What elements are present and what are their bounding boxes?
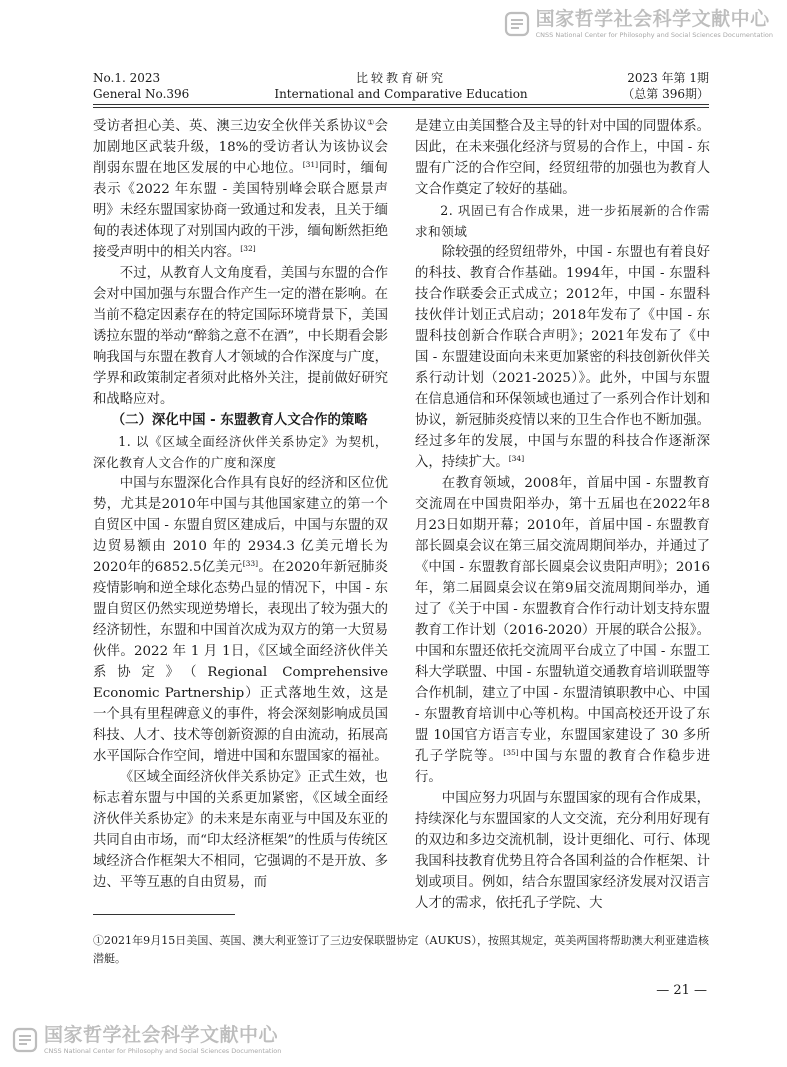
- paragraph: 在教育领域，2008年，首届中国 - 东盟教育交流周在中国贵阳举办，第十五届也在2022年8月23日如期开幕；2010年，首届中国 - 东盟教育部长圆桌会议在第三届交流周期间举办，并通过了《中国 - 东盟教育部长圆桌会议贵阳声明》；2016年，第二届圆桌会议在第9届交流周期间举办，通过了《关于中国 - 东盟教育合作行动计划支持东盟教育工作计划（2016-2020）开展的联合公报》。中国和东盟还依托交流周平台成立了中国 - 东盟工科大学联盟、中国 - 东盟轨道交通教育培训联盟等合作机制，建立了中国 - 东盟清镇职教中心、中国 - 东盟教育培训中心等机构。中国高校还开设了东盟 10国官方语言专业，东盟国家建设了 30 多所孔子学院等。[35]中国与东盟的教育合作稳步进行。: [415, 476, 711, 785]
- header-issue: No.1. 2023 General No.396: [93, 71, 190, 101]
- watermark-title: 国家哲学社会科学文献中心: [44, 1024, 279, 1046]
- citation[interactable]: [33]: [242, 559, 259, 568]
- citation[interactable]: [31]: [302, 160, 319, 169]
- left-column: [93, 116, 388, 893]
- watermark-title: 国家哲学社会科学文献中心: [535, 8, 770, 30]
- paragraph: 不过，从教育人文角度看，美国与东盟的合作会对中国加强与东盟合作产生一定的潜在影响。在当前不稳定因素存在的特定国际环境背景下，美国诱拉东盟的举动“醉翁之意不在酒”，中长期看会影响我国与东盟在教育人才领域的合作深度与广度，学界和政策制定者须对此格外关注，提前做好研究和战略应对。: [93, 266, 388, 407]
- subsection-heading: 1. 以《区域全面经济伙伴关系协定》为契机，深化教育人文合作的广度和深度: [93, 434, 388, 470]
- paragraph: 《区域全面经济伙伴关系协定》正式生效，也标志着东盟与中国的关系更加紧密，《区域全面经济伙伴关系协定》的未来是东南亚与中国及东亚的共同自由市场，而“印太经济框架”的性质与传统区域经济合作框架大不相同，它强调的不是开放、多边、平等互惠的自由贸易，而: [93, 770, 388, 890]
- paragraph: 受访者担心美、英、澳三边安全伙伴关系协议①会加剧地区武装升级，18%的受访者认为该协议会削弱东盟在地区发展的中心地位。[31]同时，缅甸表示《2022 年东盟 - 美国特别峰会联合愿景声明》未经东盟国家协商一致通过和发表，且关于缅甸的表述体现了对别国内政的干涉，缅甸断然拒绝接受声明中的相关内容。[32]: [93, 118, 389, 260]
- citation[interactable]: [32]: [240, 244, 256, 253]
- watermark-subtitle: CNSS National Center for Philosophy and Social Sciences Documentation: [535, 31, 773, 39]
- section-heading: （二）深化中国 - 东盟教育人文合作的策略: [111, 413, 368, 428]
- citation[interactable]: [34]: [508, 454, 525, 463]
- paragraph: 中国应努力巩固与东盟国家的现有合作成果，持续深化与东盟国家的人文交流，充分利用好现有的双边和多边交流机制，设计更细化、可行、体现我国科技教育优势且符合各国利益的合作框架、计划或项目。例如，结合东盟国家经济发展对汉语言人才的需求，依托孔子学院、大: [415, 791, 710, 911]
- journal-header: [93, 70, 709, 104]
- page-number: — 21 —: [656, 983, 707, 998]
- right-column: [415, 116, 710, 914]
- citation[interactable]: [35]: [503, 748, 519, 757]
- watermark-top: [504, 10, 773, 39]
- header-rule: [93, 104, 709, 105]
- header-issue-cn: 2023 年第 1期 （总第 396期）: [622, 71, 709, 101]
- paragraph: 除较强的经贸纽带外，中国 - 东盟也有着良好的科技、教育合作基础。1994年，中国 - 东盟科技合作联委会正式成立；2012年，中国 - 东盟科技伙伴计划正式启动；2018年发布了《中国 - 东盟科技创新合作联合声明》；2021年发布了《中国 - 东盟建设面向未来更加紧密的科技创新伙伴关系行动计划（2021-2025）》。此外，中国与东盟在信息通信和环保领域也通过了一系列合作计划和协议，新冠肺炎疫情以来的卫生合作也不断加强。经过多年的发展，中国与东盟的科技合作逐渐深入，持续扩大。[34]: [415, 245, 710, 470]
- paragraph: 是建立由美国整合及主导的针对中国的同盟体系。因此，在未来强化经济与贸易的合作上，中国 - 东盟有广泛的合作空间，经贸纽带的加强也为教育人文合作奠定了较好的基础。: [415, 119, 710, 197]
- watermark-bottom: [12, 1026, 281, 1055]
- cnss-logo-icon: [12, 1027, 38, 1053]
- footnote: ①2021年9月15日美国、英国、澳大利亚签订了三边安保联盟协定（AUKUS），按照其规定，英美两国将帮助澳大利亚建造核潜艇。: [93, 934, 709, 965]
- header-rule-thin: [93, 107, 709, 108]
- footnote-rule: [93, 914, 235, 915]
- paragraph: 中国与东盟深化合作具有良好的经济和区位优势，尤其是2010年中国与其他国家建立的第一个自贸区中国 - 东盟自贸区建成后，中国与东盟的双边贸易额由 2010 年的 2934.3 亿美元增长为2020年的6852.5亿美元[33]。在2020年新冠肺炎疫情影响和逆全球化态势凸显的情况下，中国 - 东盟自贸区仍然实现逆势增长，表现出了较为强大的经济韧性，东盟和中国首次成为双方的第一大贸易伙伴。2022 年 1 月 1日，《区域全面经济伙伴关系协定》（Regional Comprehensive Economic Partnership）正式落地生效，这是一个具有里程碑意义的事件，将会深刻影响成员国科技、人才、技术等创新资源的自由流动，拓展高水平国际合作空间，增进中国和东盟国家的福祉。: [93, 476, 388, 764]
- subsection-heading: 2. 巩固已有合作成果，进一步拓展新的合作需求和领域: [415, 203, 710, 239]
- cnss-logo-icon: [504, 11, 530, 37]
- header-journal-title: 比较教育研究 International and Comparative Education: [274, 71, 528, 101]
- watermark-subtitle: CNSS National Center for Philosophy and Social Sciences Documentation: [44, 1047, 282, 1055]
- footnote-marker[interactable]: ①: [367, 118, 375, 127]
